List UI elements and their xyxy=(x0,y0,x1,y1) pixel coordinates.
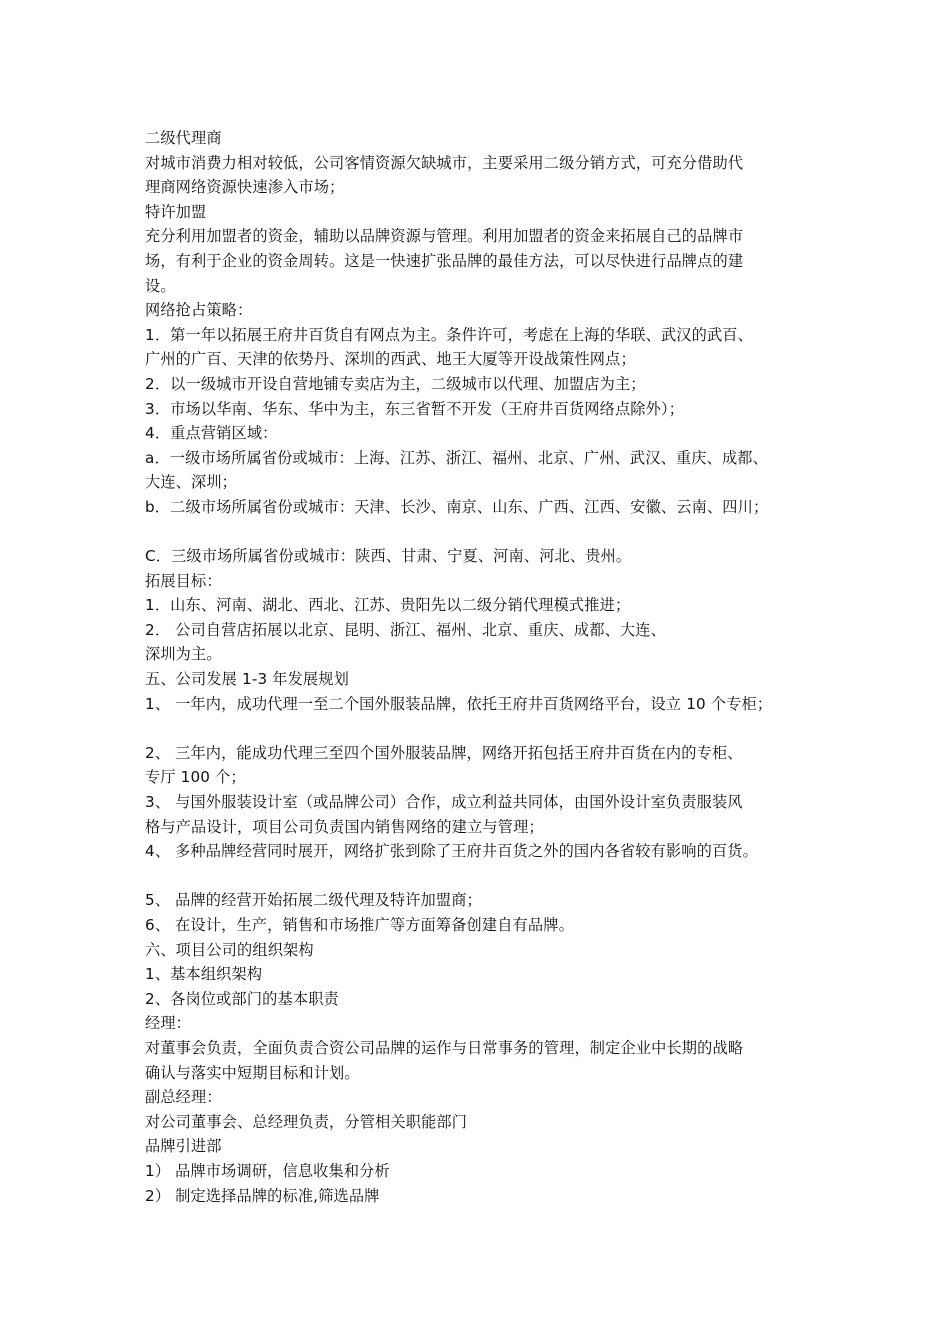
text-line: 4．重点营销区域： xyxy=(145,424,278,443)
text-line: 特许加盟 xyxy=(145,202,207,221)
text-line: 场，有利于企业的资金周转。这是一快速扩张品牌的最佳方法，可以尽快进行品牌点的建 xyxy=(145,251,744,270)
text-line: 2） 制定选择品牌的标准,筛选品牌 xyxy=(145,1186,380,1205)
text-line: 网络抢占策略： xyxy=(145,301,253,320)
blank-line xyxy=(145,520,825,545)
text-line: 6、 在设计，生产，销售和市场推广等方面筹备创建自有品牌。 xyxy=(145,916,574,934)
text-line: a．一级市场所属省份或城市：上海、江苏、浙江、福州、北京、广州、武汉、重庆、成都、 xyxy=(145,448,768,467)
text-line: 3．市场以华南、华东、华中为主，东三省暂不开发（王府井百货网络点除外）； xyxy=(145,399,685,418)
text-line: 1） 品牌市场调研，信息收集和分析 xyxy=(145,1161,390,1180)
text-line: 2、 三年内，能成功代理三至四个国外服装品牌，网络开拓包括王府井百货在内的专柜、 xyxy=(145,743,743,762)
text-line: 六、项目公司的组织架构 xyxy=(145,940,314,959)
text-line: 广州的广百、天津的依势丹、深圳的西武、地王大厦等开设战策性网点； xyxy=(145,350,636,369)
text-line: 4、 多种品牌经营同时展开，网络扩张到除了王府井百货之外的国内各省较有影响的百货。 xyxy=(145,842,758,861)
blank-line xyxy=(145,716,825,741)
text-line: 3、 与国外服装设计室（或品牌公司）合作，成立利益共同体，由国外设计室负责服装风 xyxy=(145,793,743,812)
text-line: 1、 一年内，成功代理一至二个国外服装品牌，依托王府井百货网络平台，设立 10 个专柜； xyxy=(145,694,773,713)
text-line: 经理： xyxy=(145,1014,192,1033)
text-line: 1．第一年以拓展王府井百货自有网点为主。条件许可，考虑在上海的华联、武汉的武百、 xyxy=(145,325,753,344)
text-line: 对公司董事会、总经理负责，分管相关职能部门 xyxy=(145,1112,468,1131)
text-line: b．二级市场所属省份或城市：天津、长沙、南京、山东、广西、江西、安徽、云南、四川； xyxy=(145,497,769,516)
text-line: 理商网络资源快速渗入市场； xyxy=(145,178,345,197)
text-line: 5、 品牌的经营开始拓展二级代理及特许加盟商； xyxy=(145,891,482,910)
text-line: 2． 公司自营店拓展以北京、昆明、浙江、福州、北京、重庆、成都、大连、 xyxy=(145,620,666,639)
blank-line xyxy=(145,864,825,889)
text-line: 二级代理商 xyxy=(145,129,222,147)
text-line: 2．以一级城市开设自营地铺专卖店为主，二级城市以代理、加盟店为主； xyxy=(145,374,646,393)
text-line: 充分利用加盟者的资金，辅助以品牌资源与管理。利用加盟者的资金来拓展自己的品牌市 xyxy=(145,227,744,246)
text-line: 拓展目标： xyxy=(145,571,222,590)
text-line: 大连、深圳； xyxy=(145,473,238,492)
text-line: 1、基本组织架构 xyxy=(145,965,263,984)
text-line: 品牌引进部 xyxy=(145,1137,222,1156)
text-line: C．三级市场所属省份或城市：陕西、甘肃、宁夏、河南、河北、贵州。 xyxy=(145,547,632,566)
text-line: 确认与落实中短期目标和计划。 xyxy=(145,1063,360,1082)
text-line: 副总经理： xyxy=(145,1088,222,1107)
text-line: 深圳为主。 xyxy=(145,645,222,664)
text-line: 对城市消费力相对较低，公司客情资源欠缺城市，主要采用二级分销方式，可充分借助代 xyxy=(145,153,744,172)
text-line: 五、公司发展 1-3 年发展规划 xyxy=(145,670,349,689)
text-line: 专厅 100 个； xyxy=(145,768,246,787)
text-line: 格与产品设计，项目公司负责国内销售网络的建立与管理； xyxy=(145,817,544,836)
document-body xyxy=(145,126,825,1208)
text-line: 对董事会负责，全面负责合资公司品牌的运作与日常事务的管理，制定企业中长期的战略 xyxy=(145,1038,744,1057)
text-line: 2、各岗位或部门的基本职责 xyxy=(145,989,339,1008)
text-line: 1．山东、河南、湖北、西北、江苏、贵阳先以二级分销代理模式推进； xyxy=(145,596,631,615)
text-line: 设。 xyxy=(145,276,176,295)
